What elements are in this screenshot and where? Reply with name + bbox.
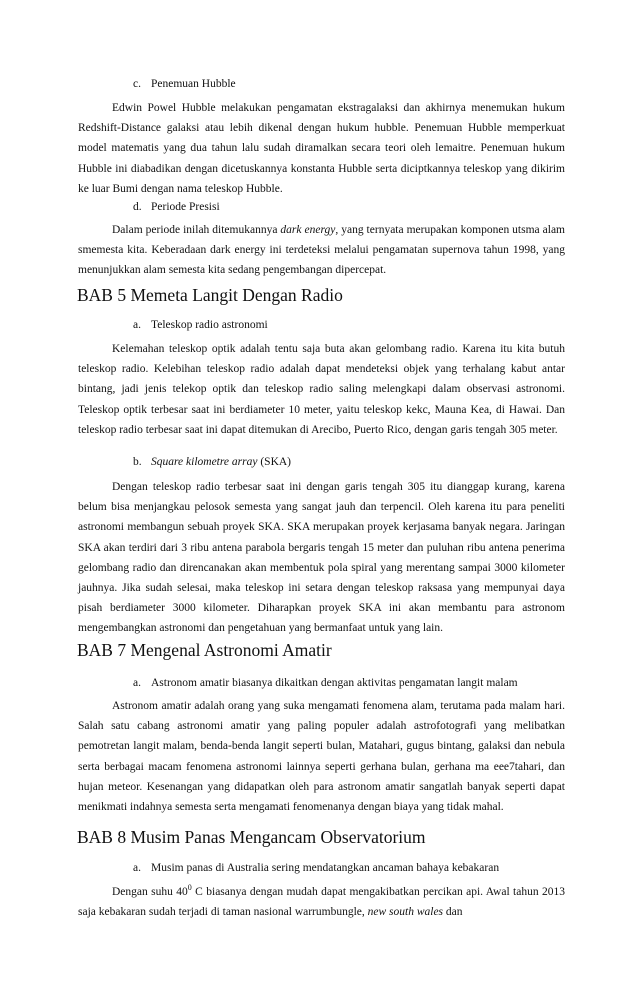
subheading-penemuan-hubble (133, 77, 236, 92)
paragraph-musim-panas (78, 882, 565, 922)
subheading-ska (133, 455, 291, 470)
subheading-text: Teleskop radio astronomi (151, 319, 268, 331)
subheading-teleskop-radio (133, 318, 268, 333)
list-letter: d. (133, 201, 142, 213)
paragraph-teleskop-radio: Kelemahan teleskop optik adalah tentu saja buta akan gelombang radio. Karena itu kita butuh teleskop radio. Kelebihan teleskop radio adalah dapat mendeteksi objek yang terhalang kabut antar bintang, jadi jenis telekop optik dan teleskop radio saling melengkapi dalam observasi astronomi. Teleskop optik terbesar saat ini berdiameter 10 meter, yaitu teleskop kekc, Mauna Kea, di Hawai. Dan teleskop radio terbesar saat ini dapat ditemukan di Arecibo, Puerto Rico, dengan garis tengah 305 meter. (78, 343, 565, 436)
paragraph-text: Dengan suhu 40 (112, 886, 188, 898)
subheading-text: Musim panas di Australia sering mendatangkan ancaman bahaya kebakaran (151, 862, 500, 874)
subheading-musim-panas (133, 861, 499, 876)
subheading-text: Penemuan Hubble (151, 78, 236, 90)
chapter-heading-bab8: BAB 8 Musim Panas Mengancam Observatorium (77, 827, 426, 847)
list-letter: a. (133, 677, 141, 689)
subheading-italic-text: Square kilometre array (151, 456, 258, 468)
paragraph-text: C biasanya dengan mudah dapat mengakibatkan percikan api. Awal tahun 2013 saja kebakaran sudah terjadi di taman nasional warrumbungle, (78, 886, 565, 919)
chapter-heading-bab7: BAB 7 Mengenal Astronomi Amatir (77, 640, 332, 660)
paragraph-hubble: Edwin Powel Hubble melakukan pengamatan ekstragalaksi dan akhirnya menemukan hukum Redshift-Distance galaksi atau lebih dikenal dengan hukum hubble. Penemuan Hubble memperkuat model matematis yang dua tahun lalu sudah diramalkan secara teori oleh lemaitre. Penemuan hukum Hubble ini diabadikan dengan dicetuskannya konstanta Hubble serta diciptkannya teleskop yang dikirim ke luar Bumi dengan nama teleskop Hubble. (78, 102, 565, 195)
subheading-text: Periode Presisi (151, 201, 220, 213)
subheading-text: Astronom amatir biasanya dikaitkan dengan aktivitas pengamatan langit malam (151, 677, 518, 689)
paragraph-text: , yang ternyata merupakan komponen utsma alam smemesta kita. Keberadaan dark energy ini terdeteksi melalui pengamatan supernova tahun 1998, yang menunjukkan alam semesta kita sedang pengembangan dipercepat. (78, 224, 565, 277)
italic-term: new south wales (367, 906, 444, 919)
paragraph-ska: Dengan teleskop radio terbesar saat ini dengan garis tengah 305 itu dianggap kurang, karena belum bisa menjangkau pelosok semesta yang sangat jauh dan terpencil. Oleh karena itu para peneliti astronomi membangun sebuah proyek SKA. SKA merupakan proyek kerjasama banyak negara. Jaringan SKA akan terdiri dari 3 ribu antena parabola bergaris tengah 15 meter dan puluhan ribu antena penerima gelombang radio dan direncanakan akan membentuk pola spiral yang merentang sampai 3000 kilometer jauhnya. Jika sudah selesai, maka teleskop ini setara dengan teleskop raksasa yang mempunyai daya pisah berdiameter 3000 kilometer. Diharapkan proyek SKA ini akan membantu para astronom mengembangkan astronomi dan pengetahuan yang bermanfaat untuk yang lain. (78, 481, 565, 635)
list-letter: b. (133, 456, 142, 468)
subheading-text: (SKA) (257, 456, 292, 468)
paragraph-periode-presisi (78, 220, 565, 281)
list-letter: a. (133, 862, 141, 874)
superscript: 0 (187, 883, 192, 892)
chapter-heading-bab5: BAB 5 Memeta Langit Dengan Radio (77, 285, 343, 305)
subheading-periode-presisi (133, 200, 220, 215)
italic-term: dark energy (280, 224, 336, 236)
list-letter: c. (133, 78, 141, 90)
subheading-astronom-amatir (133, 676, 518, 691)
paragraph-text: dan (443, 906, 463, 919)
list-letter: a. (133, 319, 141, 331)
paragraph-astronom-amatir: Astronom amatir adalah orang yang suka mengamati fenomena alam, terutama pada malam hari. Salah satu cabang astronomi amatir yang paling populer adalah astrofotografi yang melibatkan pemotretan langit malam, benda-benda langit seperti bulan, Matahari, gugus bintang, galaksi dan nebula serta berbagai macam fenomena astronomi lainnya seperti gerhana bulan, gerhana ma eee7tahari, dan hujan meteor. Kesenangan yang didapatkan oleh para astronom amatir sangatlah banyak seperti dapat menikmati indahnya semesta serta mengamati fenomenanya dengan biaya yang tidak mahal. (78, 700, 565, 814)
paragraph-text: Dalam periode inilah ditemukannya (112, 224, 281, 236)
